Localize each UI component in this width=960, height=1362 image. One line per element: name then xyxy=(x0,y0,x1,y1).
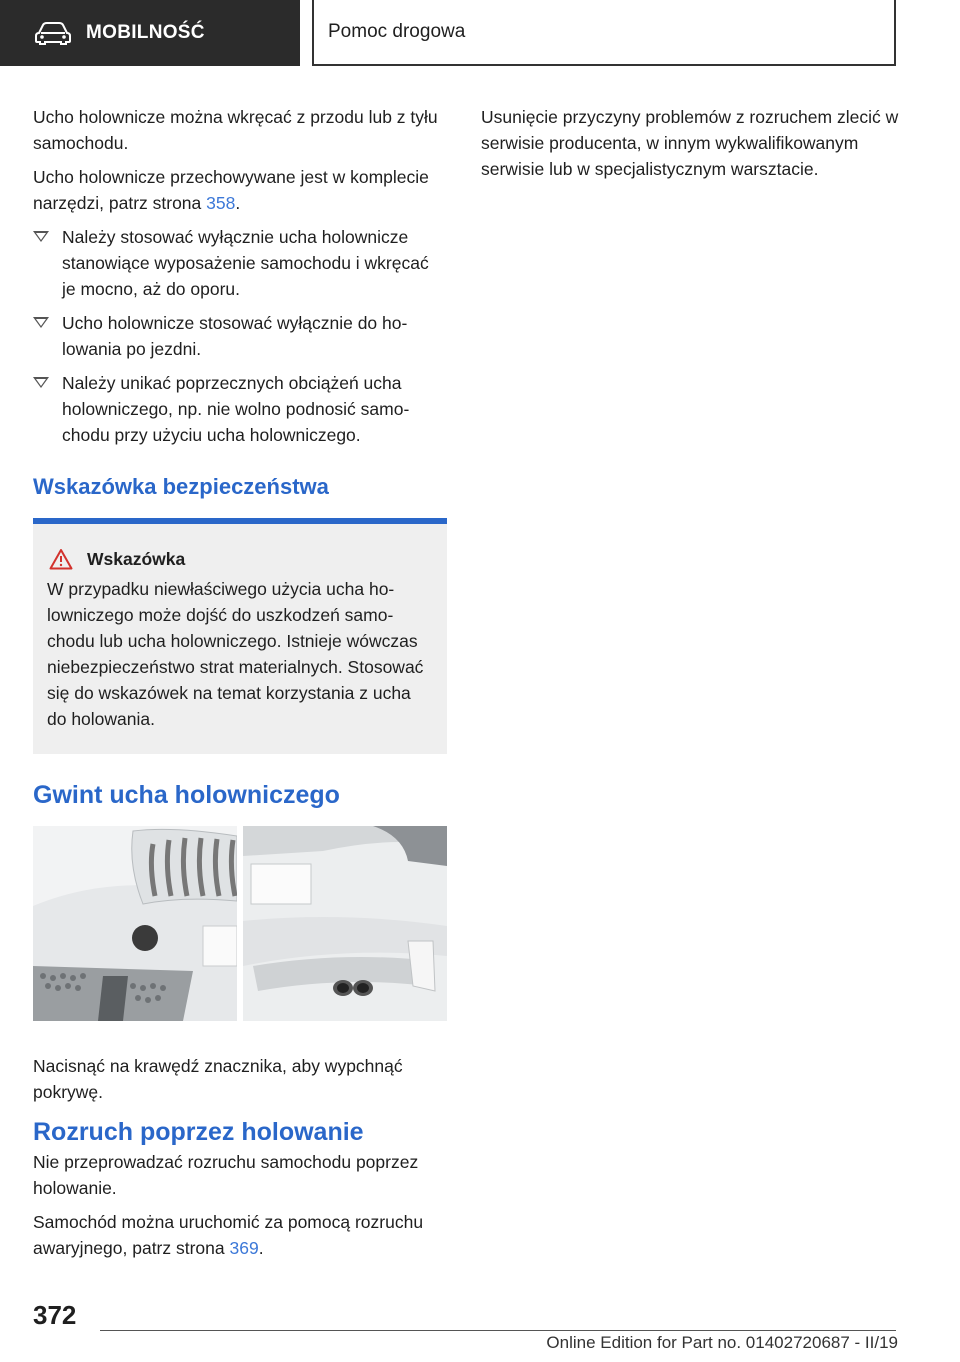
tow-start-paragraph-2 xyxy=(33,1209,447,1261)
bullet-triangle-icon xyxy=(33,317,49,328)
list-item xyxy=(33,224,447,302)
safety-heading: Wskazówka bezpieczeństwa xyxy=(33,474,329,499)
left-column xyxy=(33,104,447,1269)
warning-title: Wskazówka xyxy=(87,549,186,569)
thread-caption: Nacisnąć na krawędź znacznika, aby wypchnąć pokrywę. xyxy=(33,1056,403,1102)
intro-paragraph-1: Ucho holownicze można wkręcać z przodu lub z tyłu samochodu. xyxy=(33,107,438,153)
section-label: MOBILNOŚĆ xyxy=(86,22,205,43)
intro-paragraph-2 xyxy=(33,164,447,216)
list-item-text: Należy unikać poprzecznych obciążeń ucha holowniczego, np. nie wolno podnosić samochodu przy użyciu ucha holowniczego. xyxy=(62,373,410,445)
thread-heading: Gwint ucha holowniczego xyxy=(33,781,340,809)
intro-paragraph-2-end: . xyxy=(235,193,241,213)
bullet-triangle-icon xyxy=(33,377,49,388)
warning-text: W przypadku niewłaściwego użycia ucha holowniczego może dojść do uszkodzeń samochodu lub ucha holowniczego. Istnieje wówczas niebezpieczeństwo strat materialnych. Stosować się do wskazówek na temat korzystania z ucha do holowania. xyxy=(47,579,424,729)
car-icon xyxy=(34,21,72,45)
warning-box xyxy=(33,518,447,754)
front-bumper-image xyxy=(33,826,237,1021)
list-item-text: Ucho holownicze stosować wyłącznie do holowania po jezdni. xyxy=(62,313,408,359)
page-link-358[interactable]: 358 xyxy=(206,193,236,213)
tow-start-heading: Rozruch poprzez holowanie xyxy=(33,1118,364,1146)
tow-start-paragraph-2-end: . xyxy=(258,1238,264,1258)
page-number: 372 xyxy=(33,1300,77,1330)
chapter-header xyxy=(312,0,896,66)
tow-start-paragraph-2-text: Samochód można uruchomić za pomocą rozruchu awaryjnego, patrz strona xyxy=(33,1212,424,1258)
tow-start-paragraph-1: Nie przeprowadzać rozruchu samochodu poprzez holowanie. xyxy=(33,1152,419,1198)
warning-header xyxy=(39,546,427,572)
chapter-title: Pomoc drogowa xyxy=(328,21,466,42)
rear-bumper-image xyxy=(243,826,447,1021)
section-header xyxy=(0,0,300,66)
page-link-369[interactable]: 369 xyxy=(229,1238,259,1258)
right-paragraph-1: Usunięcie przyczyny problemów z rozruchem zlecić w serwisie producenta, w innym wykwalifikowanym serwisie lub w specjalistycznym warsztacie. xyxy=(481,107,899,179)
list-item xyxy=(33,310,447,362)
bullet-triangle-icon xyxy=(33,231,49,242)
edition-label: Online Edition for Part no. 01402720687 - II/19 xyxy=(546,1333,898,1352)
warning-triangle-icon xyxy=(49,548,73,570)
right-column xyxy=(481,104,899,190)
footer-divider xyxy=(100,1330,896,1331)
intro-paragraph-2-text: Ucho holownicze przechowywane jest w komplecie narzędzi, patrz strona xyxy=(33,167,429,213)
list-item xyxy=(33,370,447,448)
illustration-row xyxy=(33,826,447,1021)
bullet-list xyxy=(33,224,447,448)
list-item-text: Należy stosować wyłącznie ucha holownicze stanowiące wyposażenie samochodu i wkręcać je mocno, aż do oporu. xyxy=(62,227,429,299)
